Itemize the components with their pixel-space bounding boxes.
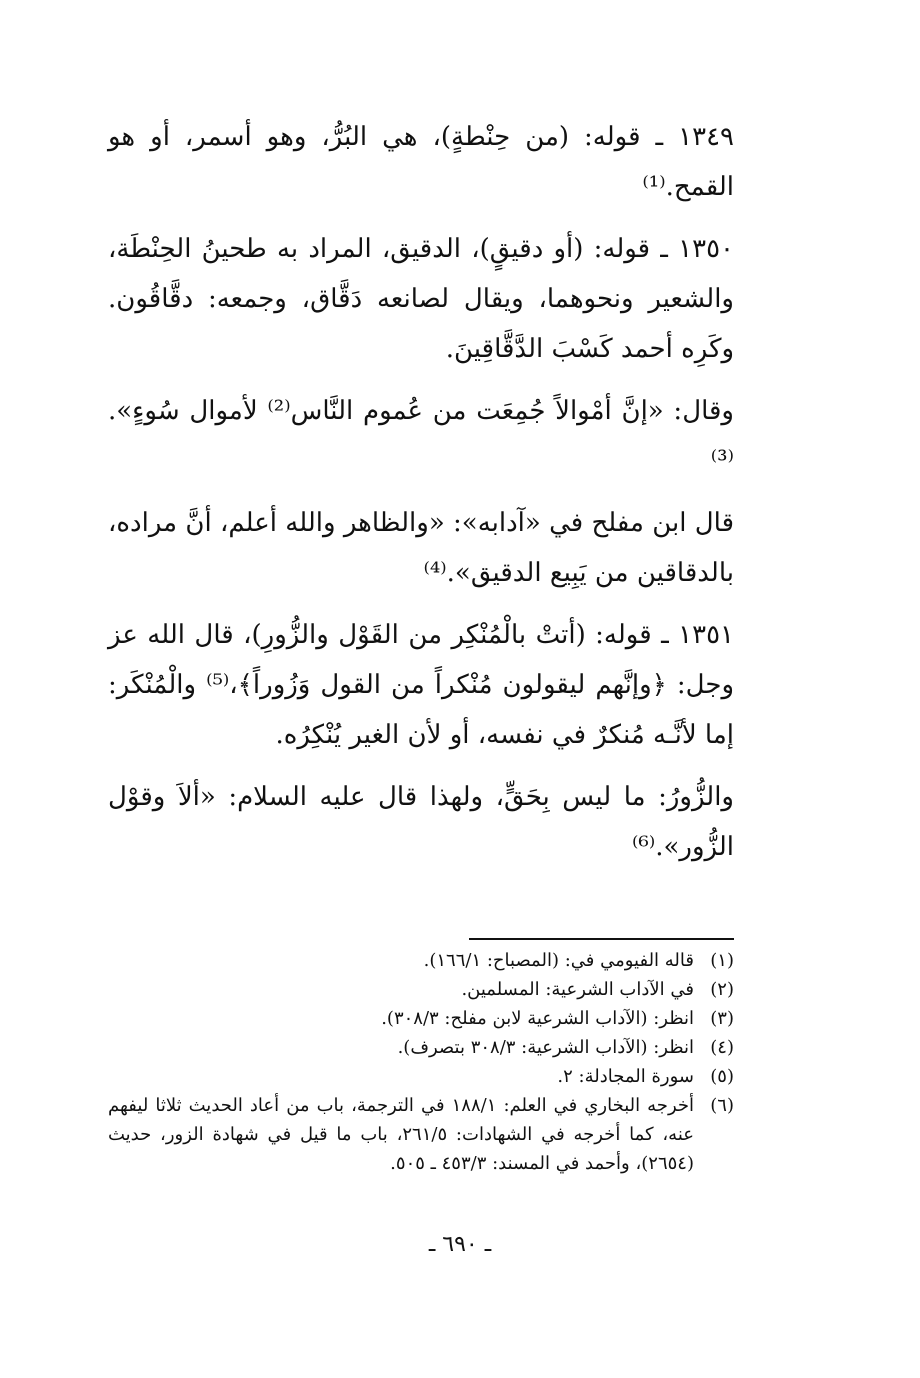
footnote-text: قاله الفيومي في: (المصباح: ١٦٦/١). [423, 950, 694, 971]
footnote-4 [108, 1033, 734, 1062]
footnote-3 [108, 1004, 734, 1033]
footnote-5 [108, 1062, 734, 1091]
paragraph-quote: وقال: «إنَّ أمْوالاً جُمِعَت من عُموم النَّاس⁽²⁾ لأموال سُوءٍ».⁽³⁾ [108, 396, 734, 476]
footnote-number: (٢) [710, 979, 734, 1000]
footnote-number: (٣) [710, 1008, 734, 1029]
footnote-1 [108, 946, 734, 975]
paragraph-1351: ١٣٥١ ـ قوله: (أتتْ بالْمُنْكِر من القَوْل والزُّورِ)، قال الله عز وجل: ﴿وإنَّهم ليقولون مُنْكراً من القول وَزُوراً﴾،⁽⁵⁾ والْمُنْكَر: إما لأنَّـه مُنكرٌ في نفسه، أو لأن الغير يُنْكِرُه. [108, 620, 734, 750]
footnote-number: (١) [710, 950, 734, 971]
footnote-2 [108, 975, 734, 1004]
paragraph-1350: ١٣٥٠ ـ قوله: (أو دقيقٍ)، الدقيق، المراد به طحينُ الحِنْطَة، والشعير ونحوهما، ويقال لصانعه دَقَّاق، وجمعه: دقَّاقُون. وكَرِه أحمد كَسْبَ الدَّقَّاقِينَ. [108, 234, 734, 364]
paragraph-zur: والزُّورُ: ما ليس بِحَقٍّ، ولهذا قال عليه السلام: «ألاَ وقوْل الزُّور».⁽⁶⁾ [108, 782, 734, 862]
footnote-text: سورة المجادلة: ٢. [557, 1066, 694, 1087]
footnote-text: أخرجه البخاري في العلم: ١٨٨/١ في الترجمة، باب من أعاد الحديث ثلاثا ليفهم عنه، كما أخرجه في الشهادات: ٢٦١/٥، باب ما قيل في شهادة الزور، حديث (٢٦٥٤)، وأحمد في المسند: ٤٥٣/٣ ـ ٥٠٥. [108, 1095, 694, 1174]
footnote-number: (٤) [710, 1037, 734, 1058]
footnote-text: انظر: (الآداب الشرعية: ٣٠٨/٣ بتصرف). [397, 1037, 694, 1058]
footnote-text: انظر: (الآداب الشرعية لابن مفلح: ٣٠٨/٣). [381, 1008, 694, 1029]
paragraph-1349: ١٣٤٩ ـ قوله: (من حِنْطةٍ)، هي البُرُّ، وهو أسمر، أو هو القمح.⁽¹⁾ [108, 122, 734, 202]
paragraph-ibn-muflih: قال ابن مفلح في «آدابه»: «والظاهر والله أعلم، أنَّ مراده، بالدقاقين من يَبِيع الدقيق».⁽⁴⁾ [108, 508, 735, 588]
footnotes [108, 938, 734, 1178]
footnote-6 [108, 1091, 734, 1178]
footnote-text: في الآداب الشرعية: المسلمين. [461, 979, 694, 1000]
footnote-divider [469, 938, 734, 940]
page-number: ـ ٦٩٠ ـ [428, 1232, 492, 1257]
footnote-number: (٥) [710, 1066, 734, 1087]
main-text [108, 112, 734, 1378]
footnote-number: (٦) [710, 1095, 734, 1116]
